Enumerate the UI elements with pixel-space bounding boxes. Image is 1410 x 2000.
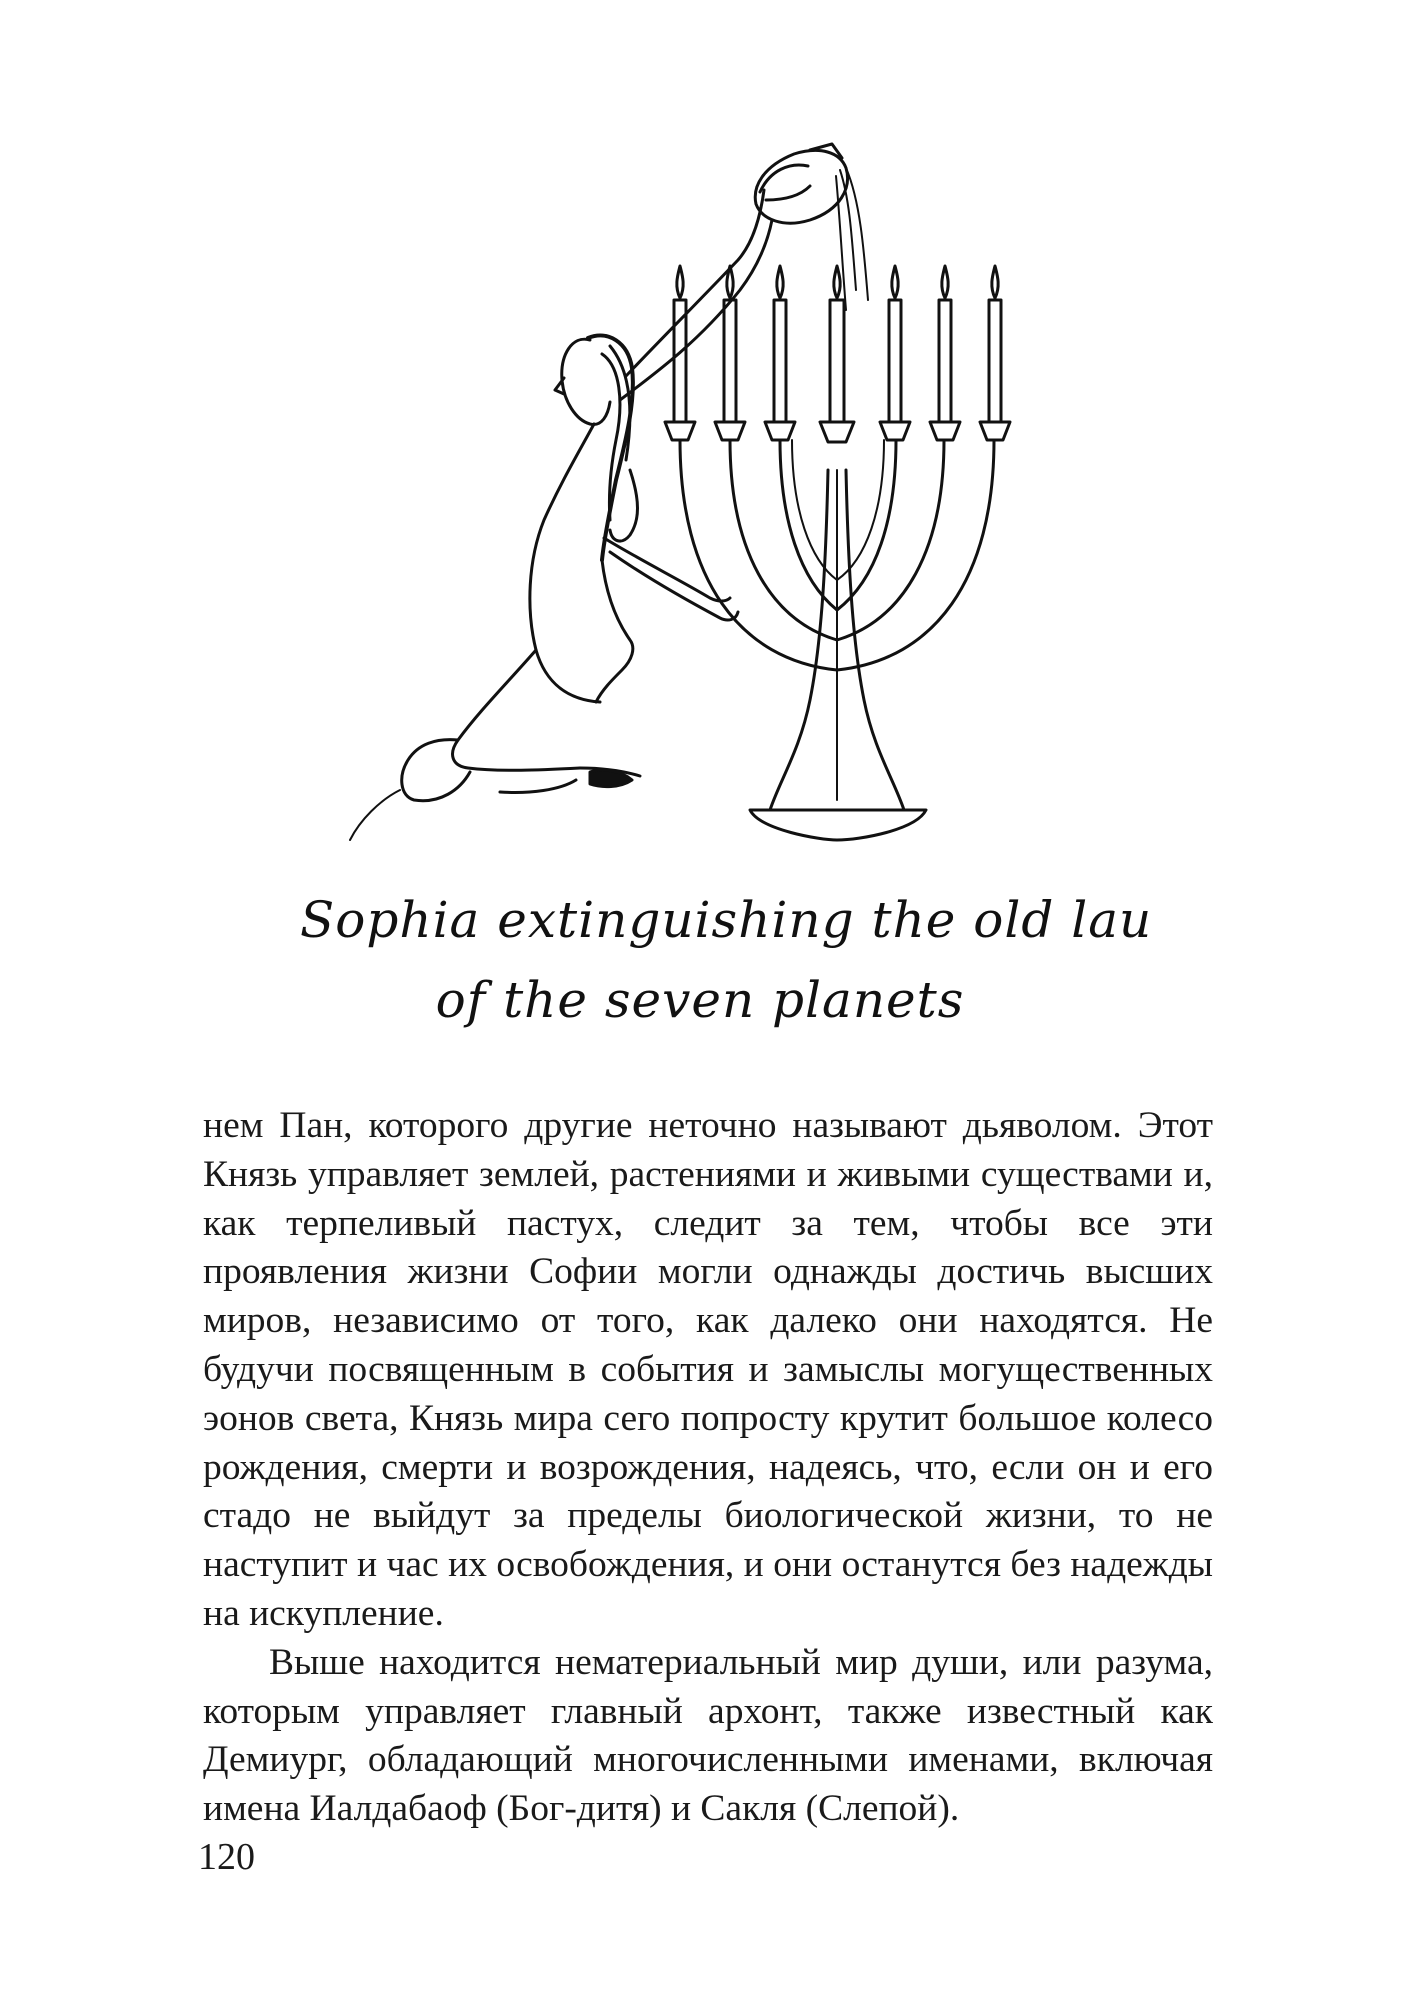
sophia-menorah-illustration [340,140,1100,860]
menorah [665,266,1010,840]
caption-line-2: of the seven planets [435,971,965,1029]
caption-line-1: Sophia extinguishing the old lau [300,891,1153,949]
page-number: 120 [198,1836,255,1878]
paragraph-1: нем Пан, которого другие неточно называют дьяволом. Этот Князь управляет землей, растениями и живыми существами и, как терпеливый пастух, следит за тем, чтобы все эти проявления жизни Софии могли однажды достичь высших миров, независимо от того, как далеко они находятся. Не будучи посвященным в события и замыслы могущественных эонов света, Князь мира сего попросту крутит большое колесо рождения, смерти и возрождения, надеясь, что, если он и его стадо не выйдут за пределы биологической жизни, то не наступит и час их освобождения, и они останутся без надежды на искупление. [203,1105,1213,1634]
illustration-caption [300,880,1153,1040]
sophia-figure [350,144,868,840]
paragraph-2: Выше находится нематериальный мир души, или разума, которым управляет главный архонт, также известный как Демиург, обладающий многочисленными именами, включая имена Иалдабаоф (Бог-дитя) и Сакля (Слепой). [203,1641,1213,1830]
body-text [203,1102,1213,1834]
